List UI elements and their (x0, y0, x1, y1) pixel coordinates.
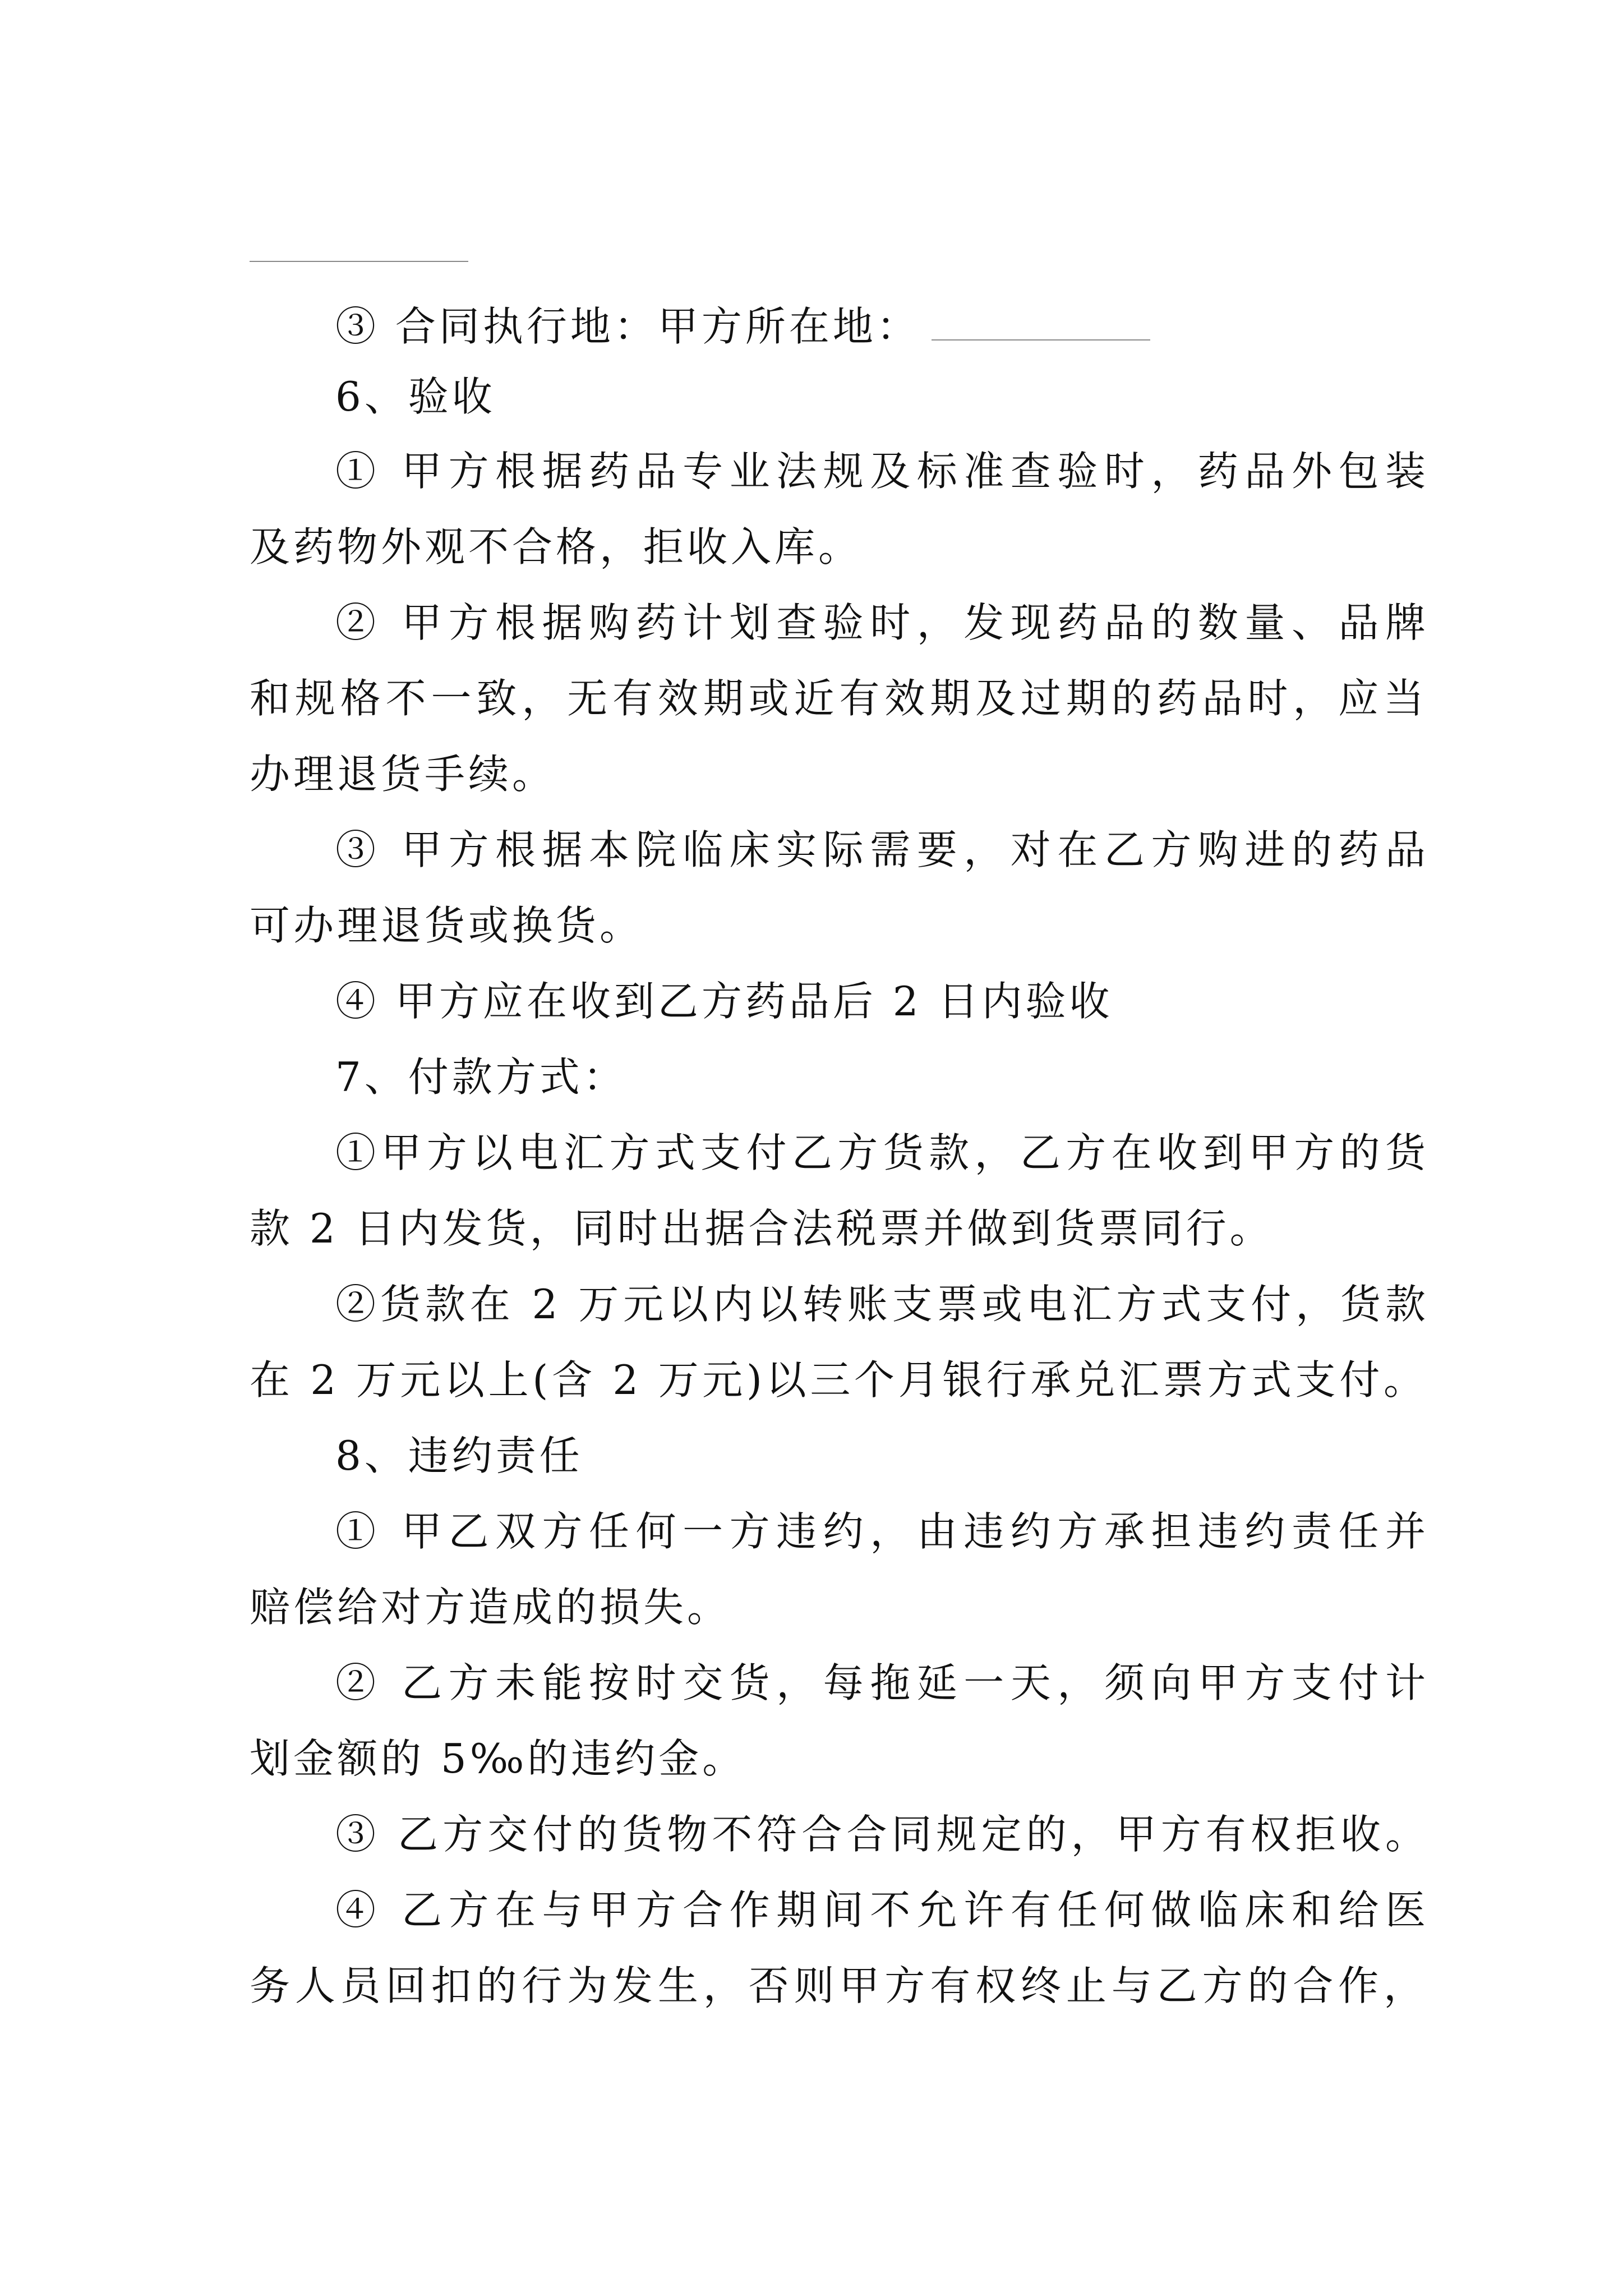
text-line-19: ② 乙方未能按时交货，每拖延一天，须向甲方支付计 (335, 1659, 1429, 1706)
text-line-15: 在 2 万元以上(含 2 万元)以三个月银行承兑汇票方式支付。 (250, 1356, 1427, 1404)
text-line-1-content: ③ 合同执行地：甲方所在地： (335, 303, 920, 350)
text-line-4: 及药物外观不合格，拒收入库。 (250, 523, 863, 570)
text-line-23: 务人员回扣的行为发生，否则甲方有权终止与乙方的合作， (250, 1962, 1427, 2009)
text-line-5: ② 甲方根据购药计划查验时，发现药品的数量、品牌 (335, 599, 1429, 646)
blank-underline (932, 306, 1150, 341)
text-line-9: 可办理退货或换货。 (250, 902, 644, 949)
text-line-14: ②货款在 2 万元以内以转账支票或电汇方式支付，货款 (335, 1281, 1429, 1328)
text-line-13: 款 2 日内发货，同时出据合法税票并做到货票同行。 (250, 1205, 1274, 1252)
text-line-12: ①甲方以电汇方式支付乙方货款，乙方在收到甲方的货 (335, 1129, 1429, 1176)
text-line-1 (335, 296, 1429, 357)
text-line-20: 划金额的 5‰的违约金。 (250, 1735, 746, 1782)
text-line-22: ④ 乙方在与甲方合作期间不允许有任何做临床和给医 (335, 1887, 1429, 1934)
text-line-3: ① 甲方根据药品专业法规及标准查验时，药品外包装 (335, 448, 1429, 495)
text-line-7: 办理退货手续。 (250, 751, 556, 798)
section-heading-8: 8、违约责任 (335, 1432, 583, 1479)
text-line-6: 和规格不一致，无有效期或近有效期及过期的药品时，应当 (250, 675, 1427, 722)
section-heading-7: 7、付款方式： (335, 1053, 627, 1101)
blank-underline (250, 261, 468, 262)
text-line-21: ③ 乙方交付的货物不符合合同规定的，甲方有权拒收。 (335, 1811, 1429, 1858)
section-heading-6: 6、验收 (335, 373, 496, 420)
text-line-17: ① 甲乙双方任何一方违约，由违约方承担违约责任并 (335, 1508, 1429, 1555)
text-line-10: ④ 甲方应在收到乙方药品后 2 日内验收 (335, 978, 1113, 1025)
text-line-8: ③ 甲方根据本院临床实际需要，对在乙方购进的药品 (335, 826, 1429, 873)
text-line-18: 赔偿给对方造成的损失。 (250, 1584, 731, 1631)
